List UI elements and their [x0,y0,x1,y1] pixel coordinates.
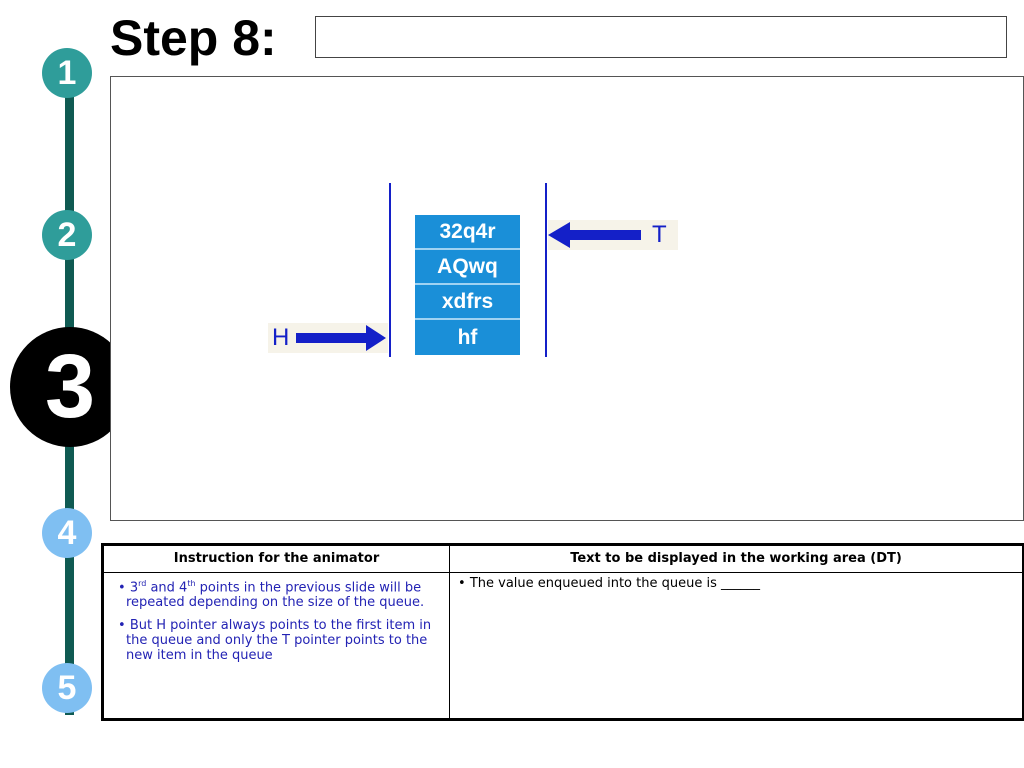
right-arrow-icon [296,323,388,353]
instruction-item: • But H pointer always points to the first item in the queue and only the T pointer points to the new item in the queue [118,618,432,664]
queue-item: AQwq [415,250,520,285]
instruction-item-2-text: But H pointer always points to the first item in the queue and only the T pointer points to the new item in the queue [126,618,432,664]
queue-stack [415,215,520,355]
display-text-item-text: The value enqueued into the queue is ______ [469,576,760,591]
instruction-item-1-mid: and 4 [146,580,188,596]
instruction-item: • 3rd and 4th points in the previous slide will be repeated depending on the size of the queue. [118,579,425,611]
instruction-item-1-rest: points in the previous slide will be repeated depending on the size of the queue. [126,580,425,611]
step-5-label: 5 [57,668,77,707]
step-5-indicator[interactable] [42,663,92,713]
slide-title: Step 8: [110,10,277,66]
step-4-indicator[interactable] [42,508,92,558]
head-pointer [268,323,388,353]
instruction-item-1-sup2: th [187,579,196,588]
left-arrow-icon [548,220,643,250]
working-area [110,76,1024,521]
head-pointer-label: H [272,324,290,351]
instruction-table [101,543,1024,721]
display-text-header: Text to be displayed in the working area (DT) [450,546,1022,573]
step-2-indicator[interactable] [42,210,92,260]
step-2-label: 2 [57,215,77,254]
title-text-box [315,16,1007,58]
display-text-column [450,546,1022,718]
display-text-item: • The value enqueued into the queue is ______ [458,576,760,591]
tail-pointer-label: T [652,221,667,248]
queue-right-boundary [545,183,547,357]
instruction-header: Instruction for the animator [104,546,449,573]
queue-item: xdfrs [415,285,520,320]
step-4-label: 4 [57,513,77,552]
queue-item: hf [415,320,520,355]
step-1-label: 1 [57,53,77,92]
queue-left-boundary [389,183,391,357]
step-1-indicator[interactable] [42,48,92,98]
instruction-column [104,546,450,718]
tail-pointer [548,220,678,250]
instruction-item-1-n1: 3 [129,580,139,596]
step-3-label: 3 [44,336,96,437]
instruction-item-1-sup1: rd [138,579,147,588]
queue-item: 32q4r [415,215,520,250]
